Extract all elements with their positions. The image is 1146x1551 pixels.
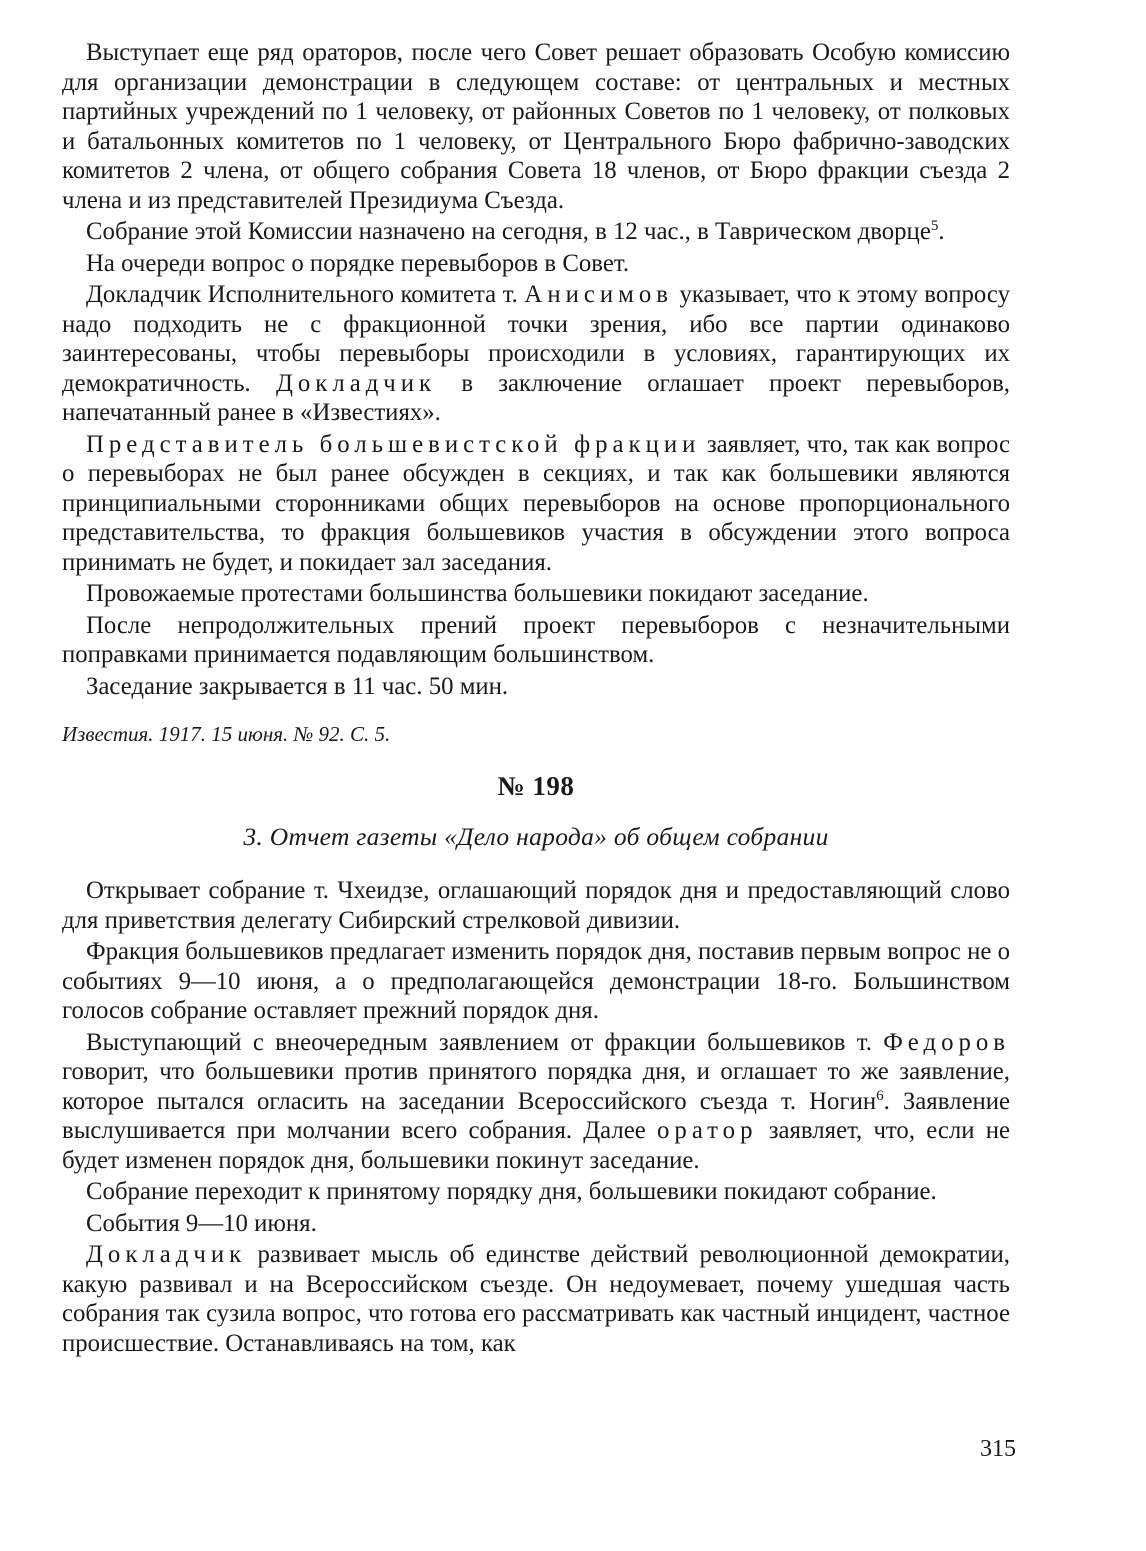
text: указывает, что к этому вопросу надо подходить не с фракционной точки зрения, ибо все партии одинаково заинтересованы, чтобы перевыборы происходили в условиях, гарантирующих их демократичность. [62, 281, 1010, 397]
paragraph-fedorov [62, 1028, 1010, 1176]
text: Собрание переходит к принятому порядку дня, большевики покидают собрание. [86, 1178, 937, 1205]
source-citation: Известия. 1917. 15 июня. № 92. С. 5. [62, 722, 391, 746]
text: После непродолжительных прений проект перевыборов с незначительными поправками принимается подавляющим большинством. [62, 611, 1010, 668]
paragraph-meeting-time [62, 217, 1010, 247]
text: События 9—10 июня. [86, 1209, 317, 1237]
spaced-name: Докладчик [86, 1241, 247, 1268]
document-title: 3. Отчет газеты «Дело народа» об общем собрании [243, 822, 829, 851]
text: Провожаемые протестами большинства большевики покидают заседание. [86, 580, 869, 607]
text: заявляет, что, если не будет изменен порядок дня, большевики покинут заседание. [62, 1117, 1011, 1174]
spaced-name: Федоров [883, 1028, 1011, 1056]
text: заявляет, что, так как вопрос о перевыборах не был ранее обсужден в секциях, и так как большевики являются принципиальными сторонниками общих перевыборов на основе пропорционального представительства, то фракция большевиков участия в обсуждении этого вопроса принимать не будет, и покидает зал заседания. [62, 430, 1011, 576]
text: развивает мысль об единстве действий революционной демократии, какую развивал и на Всероссийском съезде. Он недоумевает, почему ушедшая часть собрания так сузила вопрос, что готова его рассматривать как частный инцидент, частное происшествие. Останавливаясь на том, как [62, 1241, 1011, 1357]
paragraph-commission [62, 38, 1010, 215]
footnote-ref-5: 5 [930, 218, 939, 234]
text: в заключение оглашает проект перевыборов, напечатанный ранее в «Известиях». [62, 369, 1010, 426]
paragraph-bolshevik-faction [62, 430, 1010, 578]
paragraph-leave [62, 579, 1010, 609]
paragraph-transition [62, 1177, 1010, 1207]
document-page [62, 38, 1010, 1358]
paragraph-next-question [62, 249, 1010, 279]
paragraph-speaker-anisimov [62, 280, 1010, 428]
text: Докладчик Исполнительного комитета т. [86, 281, 518, 308]
text: Открывает собрание т. Чхеидзе, оглашающий порядок дня и предоставляющий слово для приветствия делегату Сибирский стрелковой дивизии. [62, 877, 1010, 934]
text: говорит, что большевики против принятого порядка дня, и оглашает то же заявление, которое пытался огласить на заседании Всероссийского съезда т. Ногин [62, 1058, 1010, 1115]
footnote-ref-6: 6 [876, 1087, 884, 1104]
spaced-name: оратор [657, 1117, 758, 1144]
text: Выступающий с внеочередным заявлением от фракции большевиков т. [86, 1028, 872, 1056]
spaced-name: Докладчик [275, 369, 437, 397]
paragraph-events [62, 1209, 1010, 1239]
document-number: № 198 [497, 771, 575, 801]
spaced-name: Анисимов [524, 281, 673, 308]
spaced-name: Представитель большевистской фракции [86, 430, 701, 458]
paragraph-accepted [62, 611, 1010, 670]
text: На очереди вопрос о порядке перевыборов в Совет. [86, 249, 630, 277]
paragraph-closed [62, 672, 1010, 702]
paragraph-agenda [62, 937, 1010, 1026]
text: Заседание закрывается в 11 час. 50 мин. [86, 672, 509, 700]
text: . [938, 218, 945, 245]
page-number: 315 [980, 1436, 1016, 1462]
paragraph-speaker-unity [62, 1240, 1010, 1358]
paragraph-opening [62, 876, 1010, 935]
text: Выступает еще ряд ораторов, после чего Совет решает образовать Особую комиссию для организации демонстрации в следующем составе: от центральных и местных партийных учреждений по 1 человеку, от районных Советов по 1 человеку, от полковых и батальонных комитетов по 1 человеку, от Центрального Бюро фабрично-заводских комитетов 2 члена, от общего собрания Совета 18 членов, от Бюро фракции съезда 2 члена и из представителей Президиума Съезда. [62, 39, 1010, 214]
text: Фракция большевиков предлагает изменить порядок дня, поставив первым вопрос не о событиях 9—10 июня, а о предполагающейся демонстрации 18-го. Большинством голосов собрание оставляет прежний порядок дня. [62, 938, 1010, 1024]
text: . Заявление выслушивается при молчании всего собрания. Далее [62, 1087, 1011, 1144]
text: Собрание этой Комиссии назначено на сегодня, в 12 час., в Таврическом дворце [86, 218, 931, 245]
